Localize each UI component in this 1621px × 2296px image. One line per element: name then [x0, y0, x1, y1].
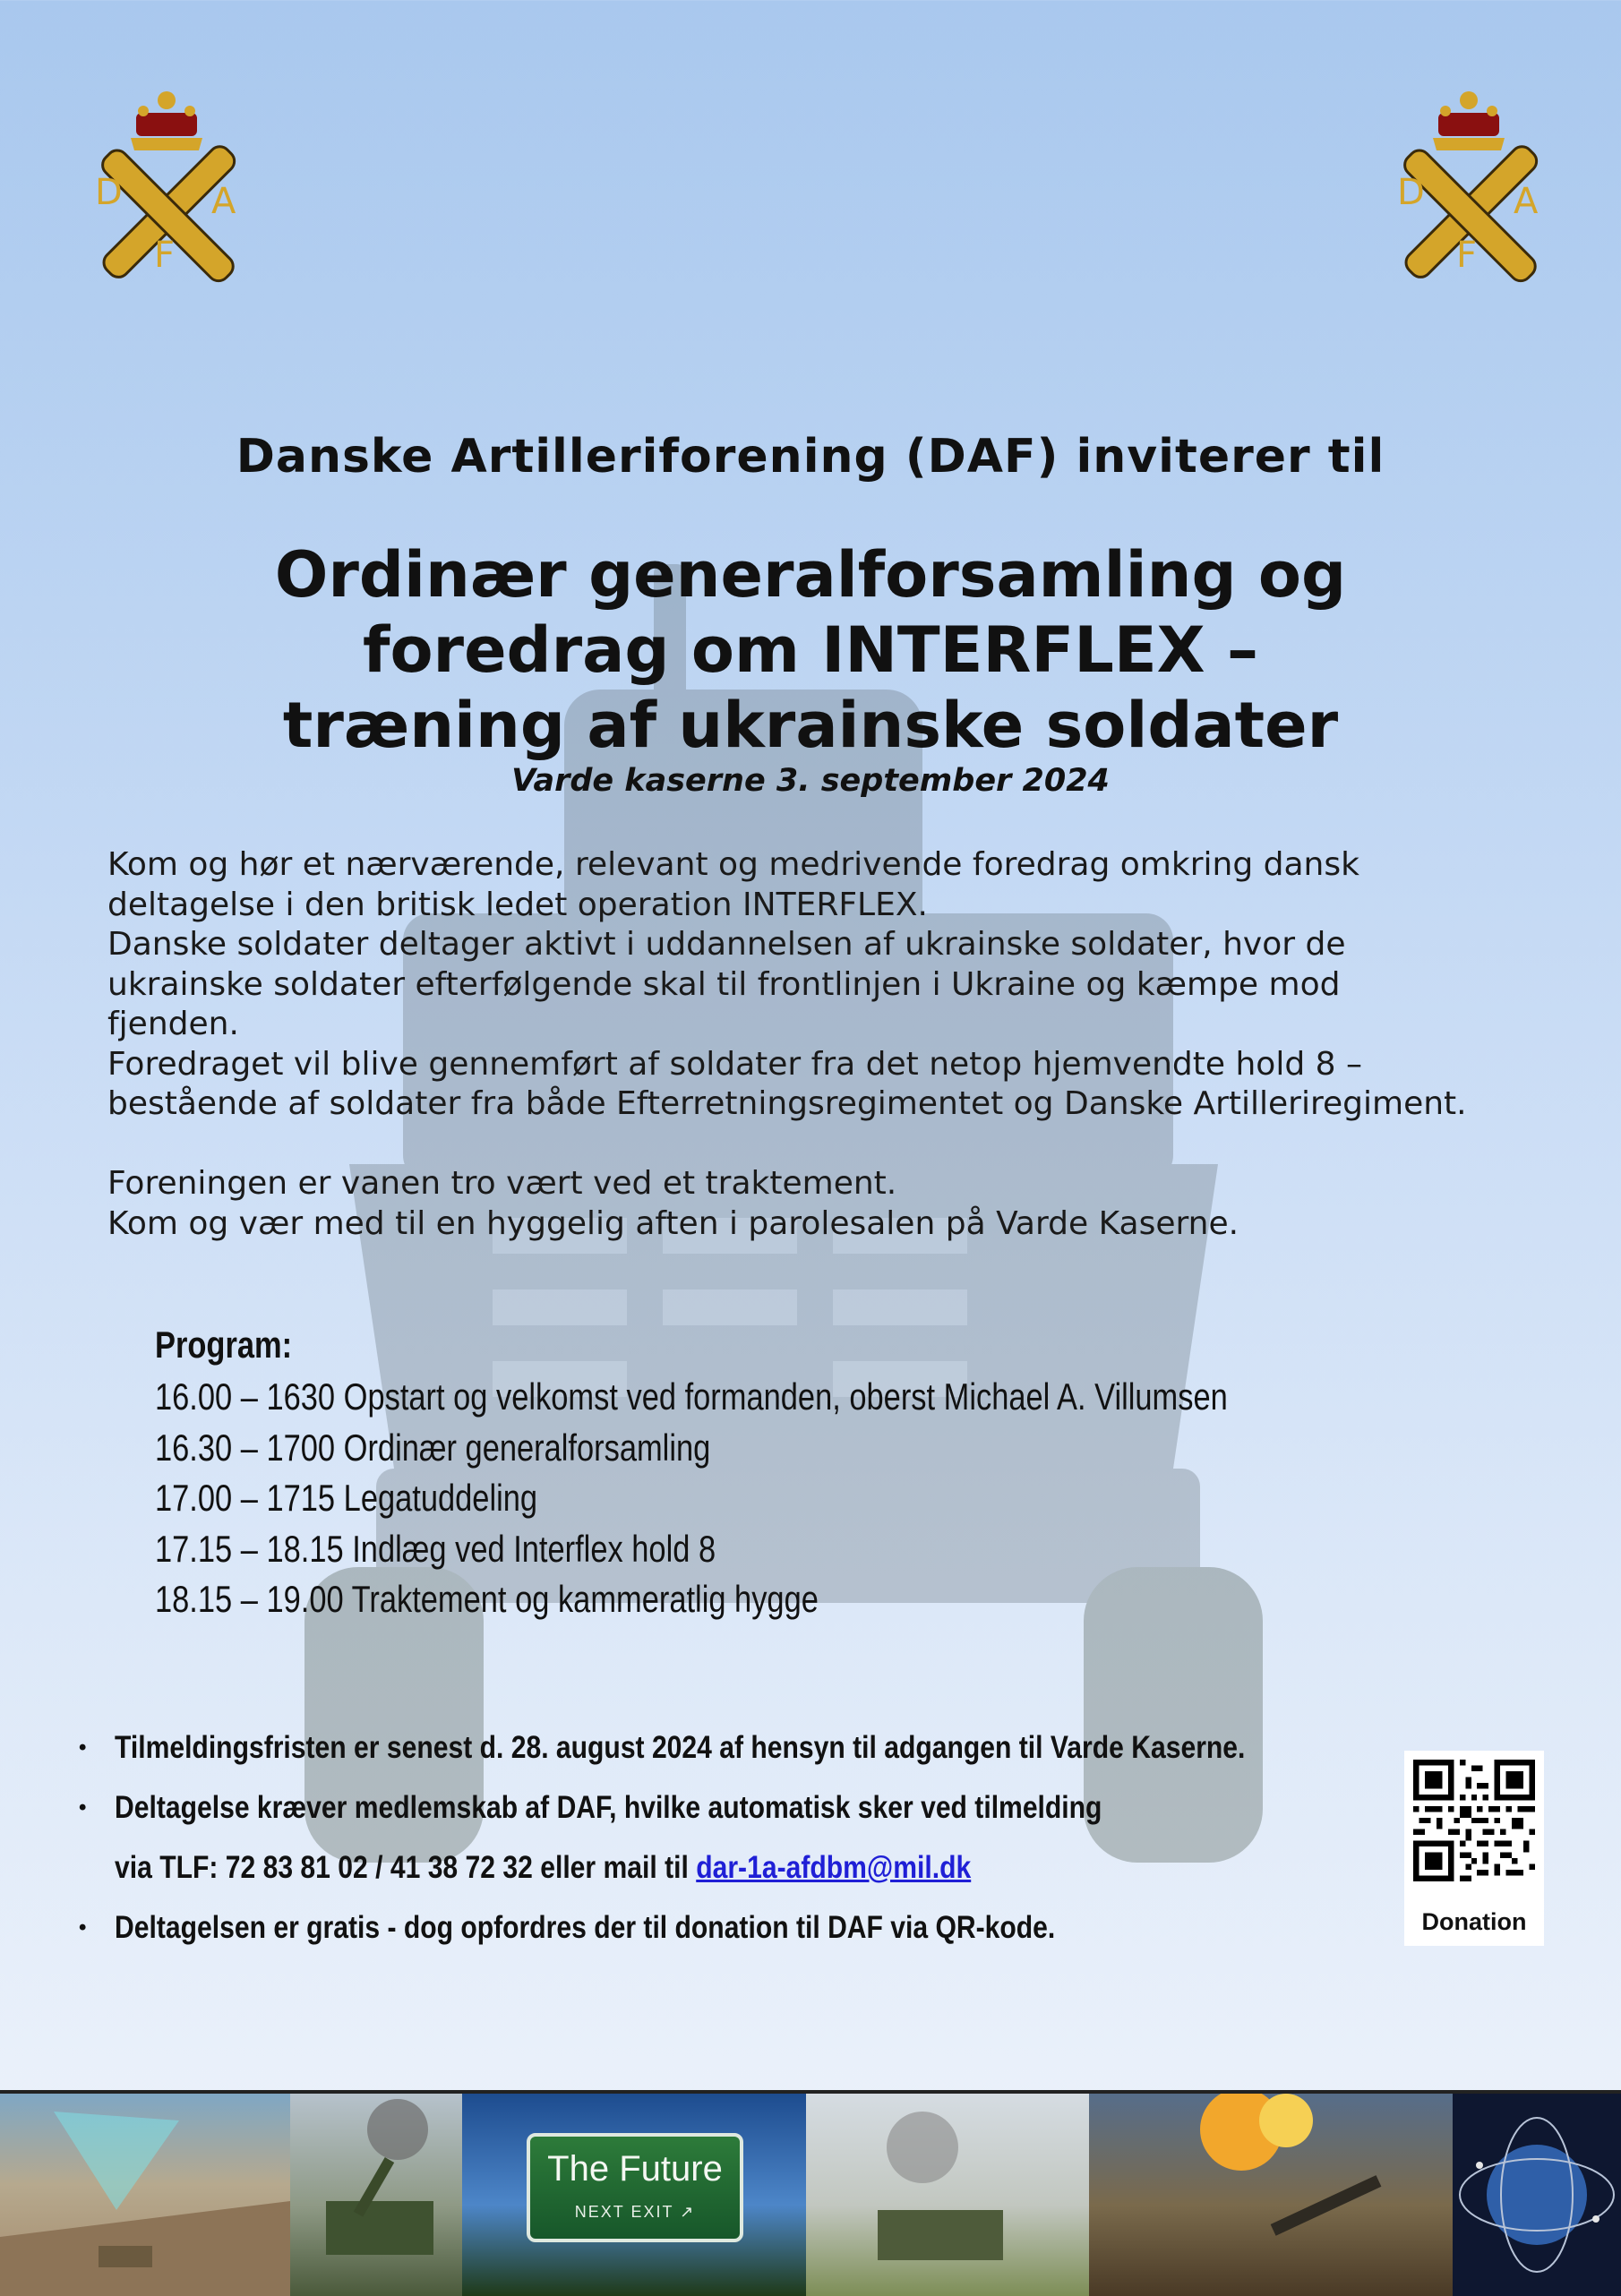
future-sign-title: The Future	[547, 2149, 723, 2189]
daf-emblem-left	[68, 79, 265, 294]
invite-heading: Danske Artilleriforening (DAF) inviterer til	[236, 430, 1385, 484]
explosion-icon	[1089, 2094, 1453, 2296]
donation-qr[interactable]	[1404, 1751, 1544, 1946]
description-line: fjenden.	[107, 1006, 239, 1042]
info-bullets	[79, 1718, 1377, 1958]
globe-icon	[1453, 2094, 1621, 2296]
email-link[interactable]: dar-1a-afdbm@mil.dk	[696, 1850, 972, 1885]
photo-artillery-blast	[1089, 2094, 1453, 2296]
program-item: 17.00 – 1715 Legatuddeling	[155, 1477, 538, 1519]
crown-icon	[131, 91, 202, 150]
road-sign	[527, 2133, 743, 2242]
program-heading: Program:	[155, 1324, 293, 1366]
photo-strip	[0, 2090, 1621, 2296]
description-line: bestående af soldater fra både Efterretningsregimentet og Danske Artilleriregiment.	[107, 1085, 1467, 1122]
svg-text:F: F	[1456, 235, 1478, 276]
title-line: foredrag om INTERFLEX –	[363, 613, 1258, 687]
title-line: træning af ukrainske soldater	[282, 689, 1339, 762]
svg-text:A: A	[1514, 181, 1539, 222]
qr-code-icon	[1413, 1760, 1535, 1881]
svg-text:D: D	[95, 172, 123, 213]
photo-howitzer-firing	[290, 2094, 462, 2296]
description-line: Kom og vær med til en hyggelig aften i parolesalen på Varde Kaserne.	[107, 1204, 1239, 1242]
program-item: 16.00 – 1630 Opstart og velkomst ved formanden, oberst Michael A. Villumsen	[155, 1375, 1228, 1418]
daf-emblem-right	[1370, 79, 1567, 294]
bullet-contact	[79, 1838, 1377, 1898]
artillery-vehicle-icon	[806, 2094, 1089, 2296]
event-date-location: Varde kaserne 3. september 2024	[511, 763, 1110, 799]
photo-drone-desert	[0, 2094, 290, 2296]
description-line: Kom og hør et nærværende, relevant og medrivende foredrag omkring dansk	[107, 846, 1359, 883]
svg-text:F: F	[154, 235, 176, 276]
bullet-deadline: • Tilmeldingsfristen er senest d. 28. august 2024 af hensyn til adgangen til Varde Kaserne.	[79, 1718, 1377, 1778]
program-item: 18.15 – 19.00 Traktement og kammeratlig hygge	[155, 1578, 819, 1620]
bullet-donation: • Deltagelsen er gratis - dog opfordres der til donation til DAF via QR-kode.	[79, 1898, 1377, 1958]
photo-the-future-sign	[462, 2094, 806, 2296]
photo-satellite-globe	[1453, 2094, 1621, 2296]
program-section	[155, 1324, 1454, 1625]
description-line: deltagelse i den britisk ledet operation INTERFLEX.	[107, 886, 928, 923]
event-description	[107, 845, 1576, 1244]
bullet-icon: •	[79, 1795, 87, 1820]
description-line: ukrainske soldater efterfølgende skal til frontlinjen i Ukraine og kæmpe mod	[107, 965, 1341, 1003]
paragraph-gap	[107, 1125, 1576, 1165]
contact-text: via TLF: 72 83 81 02 / 41 38 72 32 eller mail til	[115, 1850, 697, 1885]
photo-self-propelled-gun	[806, 2094, 1089, 2296]
bullet-icon: •	[79, 1915, 87, 1940]
crown-icon	[1433, 91, 1505, 150]
event-title	[0, 537, 1621, 763]
description-line: Foredraget vil blive gennemført af soldater fra det netop hjemvendte hold 8 –	[107, 1045, 1362, 1083]
howitzer-icon	[290, 2094, 462, 2296]
qr-label: Donation	[1421, 1908, 1527, 1935]
bullet-icon: •	[79, 1735, 87, 1760]
future-sign-exit: NEXT EXIT ↗	[574, 2203, 696, 2221]
description-line: Foreningen er vanen tro vært ved et traktement.	[107, 1165, 897, 1202]
program-item: 17.15 – 18.15 Indlæg ved Interflex hold 8	[155, 1527, 716, 1570]
title-line: Ordinær generalforsamling og	[274, 538, 1347, 612]
svg-text:A: A	[211, 181, 236, 222]
drone-icon	[0, 2094, 290, 2296]
svg-text:D: D	[1397, 172, 1425, 213]
description-line: Danske soldater deltager aktivt i uddannelsen af ukrainske soldater, hvor de	[107, 926, 1346, 963]
program-item: 16.30 – 1700 Ordinær generalforsamling	[155, 1426, 711, 1469]
bullet-membership: • Deltagelse kræver medlemskab af DAF, hvilke automatisk sker ved tilmelding	[79, 1778, 1377, 1838]
